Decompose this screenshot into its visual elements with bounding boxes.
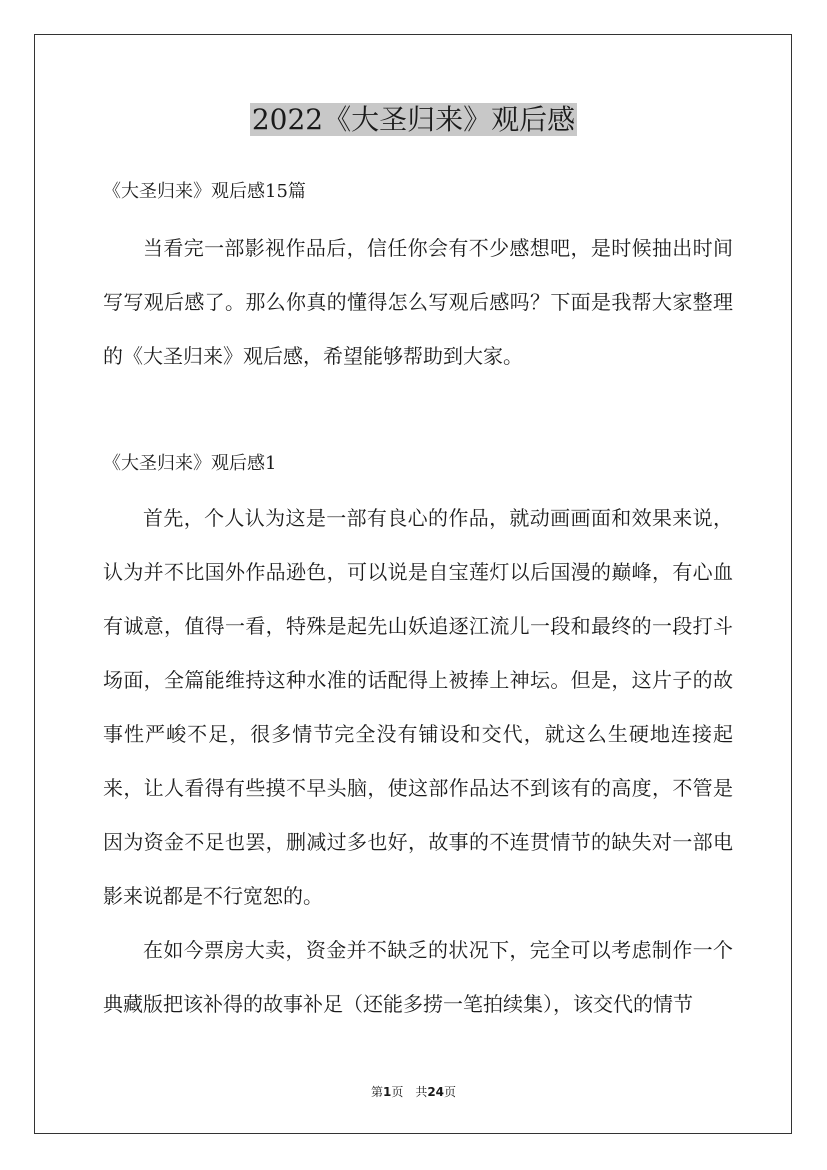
footer-suffix: 页: [444, 1085, 457, 1099]
intro-paragraph: 当看完一部影视作品后，信任你会有不少感想吧，是时候抽出时间写写观后感了。那么你真的懂得怎么写观后感吗？下面是我帮大家整理的《大圣归来》观后感，希望能够帮助到大家。: [103, 236, 733, 368]
body-paragraph-1: 首先，个人认为这是一部有良心的作品，就动画画面和效果来说，认为并不比国外作品逊色，可以说是自宝莲灯以后国漫的巅峰，有心血有诚意，值得一看，特殊是起先山妖追逐江流儿一段和最终的一段打斗场面，全篇能维持这种水准的话配得上被捧上神坛。但是，这片子的故事性严峻不足，很多情节完全没有铺设和交代，就这么生硬地连接起来，让人看得有些摸不早头脑，使这部作品达不到该有的高度，不管是因为资金不足也罢，删减过多也好，故事的不连贯情节的缺失对一部电影来说都是不行宽恕的。: [103, 506, 733, 908]
page-footer: [0, 1083, 827, 1100]
footer-prefix: 第: [370, 1085, 383, 1099]
title-text: 2022《大圣归来》观后感: [251, 103, 576, 136]
total-page-count: 24: [427, 1085, 445, 1099]
footer-mid: 页 共: [391, 1085, 428, 1099]
document-subtitle: 《大圣归来》观后感15篇: [103, 181, 306, 202]
section-heading: 《大圣归来》观后感1: [103, 453, 277, 474]
body-paragraph-2: 在如今票房大卖，资金并不缺乏的状况下，完全可以考虑制作一个典藏版把该补得的故事补足（还能多捞一笔拍续集），该交代的情节: [103, 938, 733, 1016]
document-title: [0, 100, 827, 140]
current-page-number: 1: [382, 1085, 392, 1099]
